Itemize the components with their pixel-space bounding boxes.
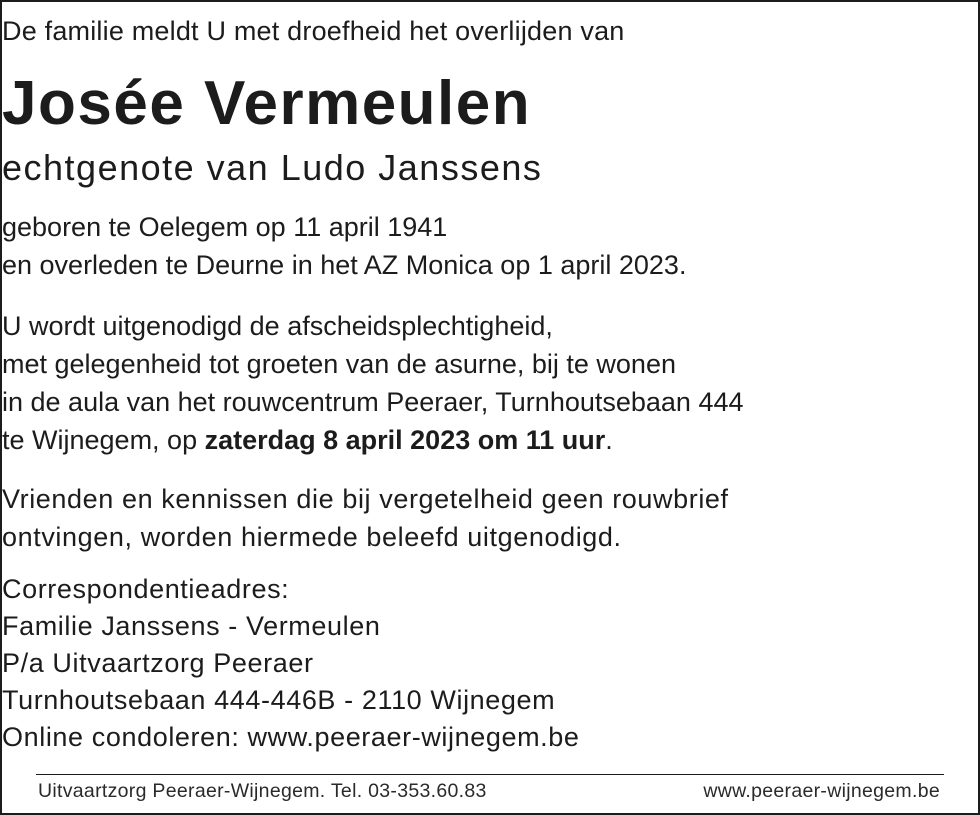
correspondence-family: Familie Janssens - Vermeulen	[2, 611, 381, 641]
footer-website: www.peeraer-wijnegem.be	[703, 780, 940, 802]
birth-death-block	[2, 208, 978, 284]
correspondence-address: Turnhoutsebaan 444-446B - 2110 Wijnegem	[2, 685, 556, 715]
footer-divider	[36, 774, 944, 775]
ceremony-invitation-block	[2, 307, 978, 459]
born-line: geboren te Oelegem op 11 april 1941	[2, 212, 448, 242]
footer-contact: Uitvaartzorg Peeraer-Wijnegem. Tel. 03-353.60.83	[38, 780, 487, 802]
correspondence-block	[2, 571, 978, 756]
online-condolence-line: Online condoleren: www.peeraer-wijnegem.be	[2, 722, 580, 752]
correspondence-heading: Correspondentieadres:	[2, 574, 290, 604]
invite-line-date	[2, 421, 978, 459]
friends-note-block	[2, 480, 978, 556]
invite-line: U wordt uitgenodigd de afscheidsplechtigheid,	[2, 311, 553, 341]
invite-line: in de aula van het rouwcentrum Peeraer, Turnhoutsebaan 444	[2, 387, 744, 417]
intro-text: De familie meldt U met droefheid het overlijden van	[2, 16, 625, 46]
invite-prefix: te Wijnegem, op	[2, 425, 205, 455]
invite-line: met gelegenheid tot groeten van de asurne, bij te wonen	[2, 349, 676, 379]
footer	[38, 780, 940, 803]
correspondence-care-of: P/a Uitvaartzorg Peeraer	[2, 648, 314, 678]
deceased-name: Josée Vermeulen	[2, 69, 532, 138]
ceremony-date: zaterdag 8 april 2023 om 11 uur	[204, 425, 606, 455]
friends-line: ontvingen, worden hiermede beleefd uitgenodigd.	[2, 522, 622, 552]
died-line: en overleden te Deurne in het AZ Monica op 1 april 2023.	[2, 250, 687, 280]
spouse-line: echtgenote van Ludo Janssens	[2, 147, 543, 188]
invite-suffix: .	[605, 425, 613, 455]
friends-line: Vrienden en kennissen die bij vergetelheid geen rouwbrief	[2, 484, 729, 514]
